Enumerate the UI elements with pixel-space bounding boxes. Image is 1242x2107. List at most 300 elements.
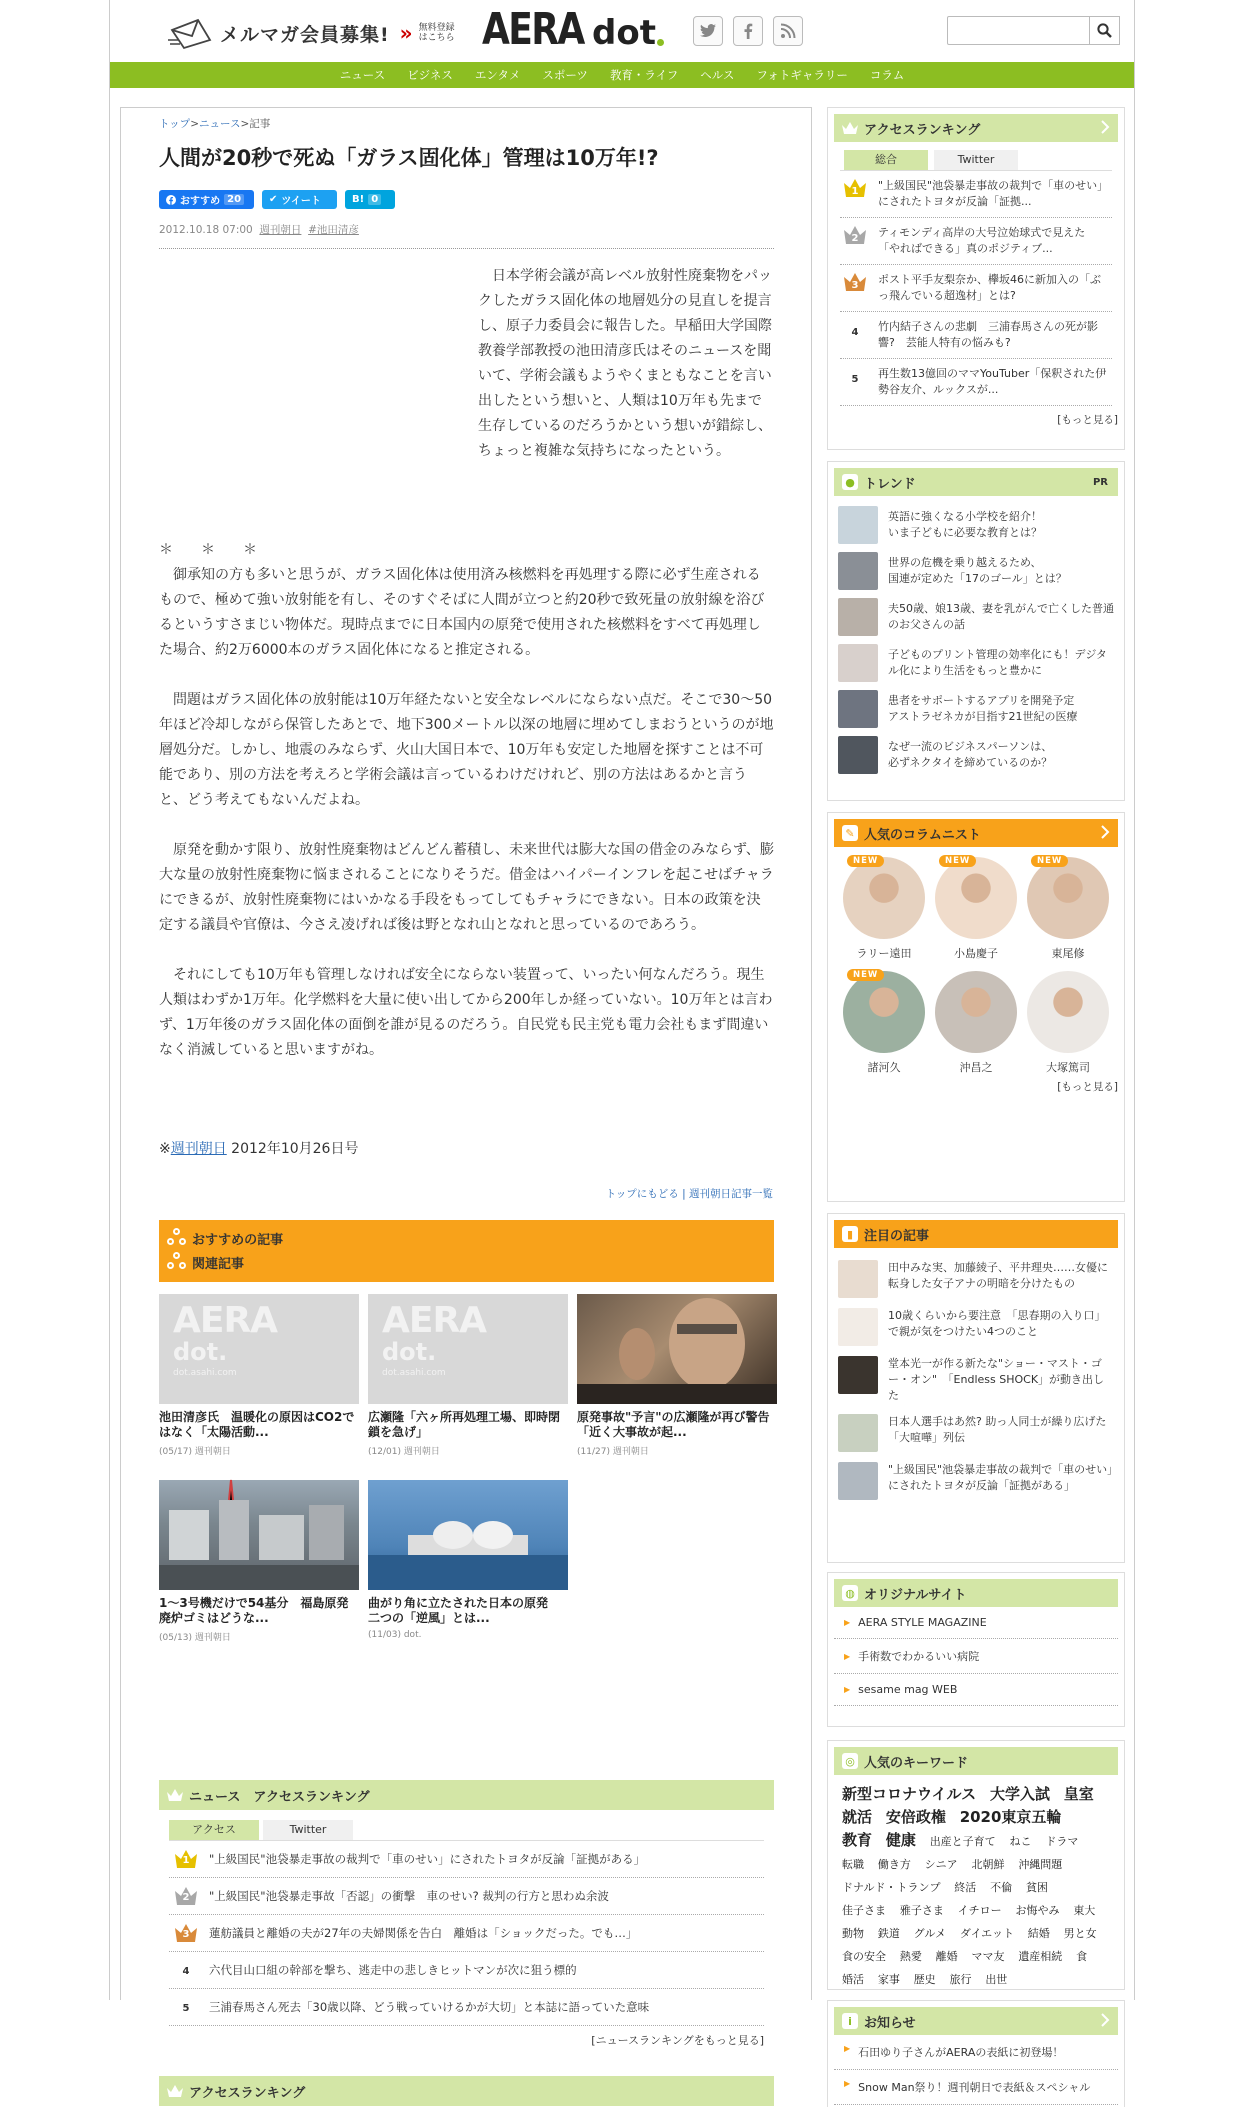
news-ranking-list: [169, 1841, 764, 2026]
sidebar-ranking-header[interactable]: [834, 114, 1118, 142]
facebook-share-button[interactable]: [159, 190, 254, 209]
search-input[interactable]: [947, 16, 1090, 45]
columnist-name: ラリー遠田: [856, 947, 912, 960]
dots-icon: [167, 1228, 187, 1248]
triangle-icon: ▶: [844, 2044, 851, 2053]
trend-header: [834, 468, 1118, 496]
twitter-icon[interactable]: [693, 16, 723, 46]
hatena-bookmark-button[interactable]: [345, 190, 395, 209]
featured-item[interactable]: [834, 1256, 1118, 1304]
gold-crown-icon: [175, 1849, 197, 1869]
columnist-photo: [1027, 971, 1109, 1053]
thumb-text: dot.: [382, 1338, 437, 1366]
recommend-label: おすすめの記事: [192, 1232, 284, 1248]
trend-text: 夫50歳、娘13歳、妻を乳がんで亡くした普通のお父さんの話: [888, 602, 1114, 631]
thumb-text: AERA: [173, 1300, 278, 1341]
featured-text: 10歳くらいから要注意 「思春期の入り口」で親が気をつけたい4つのこと: [888, 1309, 1106, 1338]
news-ranking-header: [159, 1780, 774, 1810]
social-links: [693, 16, 803, 46]
keyword-cloud: [834, 1775, 1118, 1999]
thumb-text: dot.asahi.com: [173, 1368, 237, 1378]
rank-number: 3: [182, 1929, 190, 1940]
trend-thumbnail: [838, 690, 878, 728]
sidebar-featured: [827, 1213, 1125, 1563]
keyword-link[interactable]: 食: [1076, 1950, 1088, 1963]
related-card[interactable]: [159, 1480, 359, 1643]
related-label: 関連記事: [192, 1256, 245, 1272]
keyword-link[interactable]: 結婚: [1027, 1927, 1050, 1940]
keyword-link[interactable]: ママ友: [971, 1950, 1005, 1963]
trend-text: 子どものプリント管理の効率化にも！デジタル化により生活をもっと豊かに: [888, 648, 1107, 677]
keyword-link[interactable]: 新型コロナウイルス: [842, 1785, 977, 1803]
featured-item[interactable]: [834, 1352, 1118, 1410]
silver-crown-icon: [175, 1886, 197, 1906]
featured-item[interactable]: [834, 1304, 1118, 1352]
ranking-text: "上級国民"池袋暴走事故の裁判で「車のせい」にされたトヨタが反論「証拠がある」: [209, 1852, 646, 1866]
source-note-suffix: 2012年10月26日号: [226, 1141, 359, 1157]
columnists-header[interactable]: [834, 819, 1118, 847]
ranking-text: "上級国民"池袋暴走事故「否認」の衝撃 車のせい? 裁判の行方と思わぬ余波: [209, 1889, 609, 1903]
source-note-link[interactable]: 週刊朝日: [170, 1141, 227, 1157]
search-icon[interactable]: [1090, 16, 1120, 45]
article-paragraph: 御承知の方も多いと思うが、ガラス固化体は使用済み核燃料を再処理する際に必ず生産されるもので、極めて強い放射能を有し、そのすぐそばに人間が立つと約20秒で致死量の放射線を浴びるというすさまじい物体だ。現時点までに日本国内の原発で使用された核燃料をすべて再処理した場合、約2万6000本のガラス固化体になると推定される。: [159, 567, 765, 658]
keyword-link[interactable]: 北朝鮮: [971, 1858, 1005, 1871]
keywords-header: [834, 1747, 1118, 1775]
envelope-icon: [168, 18, 214, 48]
columnist-photo: [935, 971, 1017, 1053]
rank-number: 2: [851, 233, 859, 244]
sidebar-ranking-item[interactable]: [840, 265, 1112, 312]
sidebar-original-sites: [827, 1572, 1125, 1727]
crown-icon: [167, 1788, 183, 1802]
nav-column[interactable]: コラム: [869, 68, 905, 82]
featured-text: 田中みな実、加藤綾子、平井理央……女優に転身した女子アナの明暗を分けたもの: [888, 1261, 1108, 1290]
rank-badge: [844, 319, 866, 339]
sidebar-ranking-more-link[interactable]: [もっと見る]: [1057, 414, 1118, 426]
triangle-icon: ▶: [844, 2079, 851, 2088]
card-title: 広瀬隆「六ヶ所再処理工場、即時閉鎖を急げ」: [368, 1410, 561, 1439]
keyword-link[interactable]: 遺産相続: [1018, 1950, 1063, 1963]
original-site-link[interactable]: [834, 1607, 1118, 1639]
columnist-item[interactable]: [839, 857, 929, 961]
hatena-label: B!: [352, 194, 365, 205]
columnist-photo: [935, 857, 1017, 939]
article-body: [159, 538, 774, 1088]
access-ranking-header: [159, 2076, 774, 2106]
search-form: [947, 16, 1120, 45]
keyword-link[interactable]: ドラマ: [1045, 1835, 1079, 1848]
original-site-label: sesame mag WEB: [858, 1683, 958, 1696]
news-ranking-tabs: [169, 1820, 764, 1841]
ranking-text: 再生数13億回のママYouTuber「保釈された伊勢谷友介、ルックスが...: [878, 367, 1107, 396]
columnists-more-link[interactable]: [もっと見る]: [1057, 1081, 1118, 1093]
keyword-link[interactable]: 2020東京五輪: [959, 1808, 1062, 1826]
card-meta: [368, 1444, 568, 1457]
columnist-photo: [1027, 857, 1109, 939]
tweet-label: ツイート: [281, 196, 321, 207]
original-site-label: AERA STYLE MAGAZINE: [858, 1616, 987, 1629]
keyword-link[interactable]: 不倫: [990, 1881, 1013, 1894]
rank-number: 3: [851, 280, 859, 291]
trend-thumbnail: [838, 506, 878, 544]
rank-number: 4: [182, 1966, 190, 1977]
trend-item[interactable]: [834, 732, 1118, 778]
ranking-text: ティモンディ高岸の大号泣始球式で見えた 「やればできる」真のポジティブ...: [878, 226, 1097, 255]
nav-entertainment[interactable]: エンタメ: [474, 68, 521, 82]
mailmag-text: メルマガ会員募集!: [220, 23, 390, 46]
rank-badge: [175, 1997, 197, 2017]
recommend-row[interactable]: [167, 1226, 766, 1250]
info-text: Snow Man祭り！週刊朝日で表紙＆スペシャル: [858, 2081, 1091, 2094]
portrait-photo: [577, 1294, 777, 1404]
keyword-link[interactable]: 働き方: [877, 1858, 911, 1871]
keyword-link[interactable]: 教育: [842, 1831, 873, 1849]
card-date: (11/27): [577, 1447, 610, 1457]
ranking-text: 三浦春馬さん死去「30歳以降、どう戦っていけるかが大切」と本誌に語っていた意味: [209, 2000, 650, 2014]
columnist-item[interactable]: [931, 857, 1021, 961]
back-to-top-link[interactable]: トップにもどる: [605, 1188, 679, 1200]
chevron-right-icon: [1100, 2013, 1110, 2027]
ranking-text: "上級国民"池袋暴走事故の裁判で「車のせい」にされたトヨタが反論「証拠...: [878, 179, 1103, 208]
keyword-link[interactable]: イチロー: [957, 1904, 1002, 1917]
keyword-link[interactable]: 出世: [985, 1973, 1008, 1986]
crown-icon: [167, 2084, 183, 2098]
columnist-photo: [843, 971, 925, 1053]
nav-business[interactable]: ビジネス: [407, 68, 453, 82]
breadcrumb-article: 記事: [249, 118, 271, 130]
breadcrumb-news[interactable]: ニュース: [199, 118, 241, 130]
breadcrumb: [159, 116, 270, 131]
article-source-link[interactable]: 週刊朝日: [259, 224, 302, 236]
new-badge: NEW: [939, 855, 976, 867]
columnist-item[interactable]: [1023, 857, 1113, 961]
columnist-item[interactable]: [1023, 971, 1113, 1075]
nav-news[interactable]: ニュース: [339, 68, 386, 82]
new-badge: NEW: [847, 969, 884, 981]
card-title: 原発事故"予言"の広瀬隆が再び警告「近く大事故が起...: [577, 1410, 770, 1439]
rank-number: 5: [182, 2003, 190, 2014]
related-card[interactable]: [577, 1294, 777, 1457]
nav-health[interactable]: ヘルス: [700, 68, 735, 82]
sidebar-ranking-item[interactable]: [840, 171, 1112, 218]
new-badge: NEW: [847, 855, 884, 867]
columnist-item[interactable]: [839, 971, 929, 1075]
columnist-name: 小島慶子: [954, 947, 998, 960]
ranking-text: ポスト平手友梨奈か、欅坂46に新加入の「ぶっ飛んでいる超逸材」とは?: [878, 273, 1101, 302]
plant-aerial-photo: [159, 1480, 359, 1590]
sidebar-ranking-item[interactable]: [840, 218, 1112, 265]
trend-text: 世界の危機を乗り越えるため、 国連が定めた「17のゴール」とは？: [888, 556, 1067, 585]
breadcrumb-sep: >: [240, 118, 250, 130]
tweet-button[interactable]: [262, 190, 337, 209]
source-note-prefix: ※: [159, 1141, 171, 1157]
rank-number: 4: [851, 327, 859, 338]
rank-number: 5: [851, 374, 859, 385]
featured-item[interactable]: [834, 1458, 1118, 1506]
original-sites-header: [834, 1579, 1118, 1607]
info-title: お知らせ: [864, 2015, 916, 2031]
keyword-link[interactable]: 大学入試: [989, 1785, 1050, 1803]
related-row[interactable]: [167, 1250, 766, 1274]
trend-text: なぜ一流のビジネスパーソンは、 必ずネクタイを締めているのか？: [888, 740, 1053, 769]
trend-title: トレンド: [864, 476, 916, 492]
globe-icon: ◍: [842, 1585, 858, 1601]
original-site-label: 手術数でわかるいい病院: [858, 1650, 980, 1663]
chevron-right-icon: [1100, 825, 1110, 839]
site-logo[interactable]: [482, 4, 664, 55]
tab-twitter[interactable]: Twitter: [263, 1820, 353, 1840]
keyword-link[interactable]: 旅行: [949, 1973, 972, 1986]
keyword-link[interactable]: 転職: [842, 1858, 864, 1871]
columnist-name: 大塚篤司: [1046, 1061, 1090, 1074]
logo-dot: dot: [592, 13, 656, 53]
card-meta: [159, 1630, 359, 1643]
keyword-link[interactable]: 歴史: [913, 1973, 936, 1986]
keyword-link[interactable]: 熱愛: [899, 1950, 922, 1963]
fb-label: おすすめ: [180, 196, 221, 207]
article-meta: [159, 222, 359, 237]
keywords-title: 人気のキーワード: [864, 1755, 969, 1771]
rank-number: 1: [182, 1855, 190, 1866]
keyword-link[interactable]: 出産と子育て: [929, 1835, 996, 1848]
sidebar-columnists: [827, 812, 1125, 1202]
recommend-header: [159, 1220, 774, 1282]
news-ranking-more-link[interactable]: [ニュースランキングをもっと見る]: [591, 2034, 764, 2047]
article-paragraph: 問題はガラス固化体の放射能は10万年経たないと安全なレベルにならない点だ。そこで30～50年ほど冷却しながら保管したあとで、地下300メートル以深の地層に埋めてしまおうというのが地層処分だ。しかし、地震のみならず、火山大国日本で、10万年も安定した地層を探すことは不可能であり、別の方法を考えろと学術会議は言っているわけだけれど、別の方法はあるかと言うと、どう考えてもないんだよね。: [159, 692, 774, 808]
thumb-text: dot.: [173, 1338, 228, 1366]
original-sites-title: オリジナルサイト: [864, 1587, 967, 1603]
keyword-link[interactable]: 家事: [877, 1973, 900, 1986]
card-title: 1～3号機だけで54基分 福島原発廃炉ゴミはどうな...: [159, 1596, 349, 1625]
trend-item[interactable]: [834, 640, 1118, 686]
keyword-link[interactable]: ドナルド・トランプ: [842, 1881, 941, 1894]
card-source: 週刊朝日: [403, 1447, 440, 1457]
sidebar-ranking-tabs: [844, 150, 1118, 170]
trend-item[interactable]: [834, 548, 1118, 594]
card-meta: [368, 1630, 568, 1640]
ranking-item[interactable]: [169, 1878, 764, 1915]
card-date: (12/01): [368, 1447, 401, 1457]
double-chevron-icon: »: [399, 21, 413, 45]
columnists-title: 人気のコラムニスト: [864, 827, 981, 843]
article-paragraph: 原発を動かす限り、放射性廃棄物はどんどん蓄積し、未来世代は膨大な国の借金のみならず、膨大な量の放射性廃棄物に悩まされることになりそうだ。借金はハイパーインフレを起こせばチャラにできるが、放射性廃棄物にはいかなる手段をもってしてもチャラにできない。日本の政策を決定する議員や官僚は、今さえ凌げれば後は野となれ山となれと思っているのであろう。: [159, 842, 774, 933]
related-card[interactable]: [368, 1294, 568, 1457]
keyword-link[interactable]: 離婚: [935, 1950, 958, 1963]
nav-education-life[interactable]: 教育・ライフ: [609, 68, 679, 82]
pencil-icon: ✎: [842, 825, 858, 841]
logo-dot-mark: [657, 39, 664, 46]
gold-crown-icon: [844, 178, 866, 198]
keyword-link[interactable]: 東大: [1073, 1904, 1096, 1917]
featured-text: 日本人選手はあ然? 助っ人同士が繰り広げた「大喧嘩」列伝: [888, 1415, 1107, 1444]
keyword-link[interactable]: 婚活: [842, 1973, 864, 1986]
keyword-link[interactable]: 皇室: [1063, 1785, 1094, 1803]
nav-sports[interactable]: スポーツ: [542, 68, 588, 82]
keyword-link[interactable]: 男と女: [1063, 1927, 1097, 1940]
asterisk-divider: ＊ ＊ ＊: [159, 542, 257, 558]
silver-crown-icon: [844, 225, 866, 245]
keyword-link[interactable]: 鉄道: [877, 1927, 900, 1940]
tab-twitter[interactable]: Twitter: [934, 150, 1018, 170]
trend-text: 患者をサポートするアプリを開発予定 アストラゼネカが目指す21世紀の医療: [888, 694, 1078, 723]
sidebar-keywords: [827, 1740, 1125, 1990]
keyword-link[interactable]: ダイエット: [959, 1927, 1014, 1940]
keyword-link[interactable]: 動物: [842, 1927, 864, 1940]
columnist-photo: [843, 857, 925, 939]
card-date: (05/13): [159, 1633, 192, 1643]
logo-aera: AERA: [482, 4, 584, 55]
card-date: (11/03): [368, 1630, 401, 1640]
mailmag-small-text: 無料登録はこちら: [418, 23, 455, 43]
related-card[interactable]: [368, 1480, 568, 1640]
bronze-crown-icon: [175, 1923, 197, 1943]
page-frame: [109, 0, 1135, 2101]
aera-dot-placeholder-thumb: [159, 1294, 359, 1404]
target-icon: ◎: [842, 1753, 858, 1769]
card-source: 週刊朝日: [194, 1633, 231, 1643]
columnist-name: 東尾修: [1051, 947, 1085, 960]
article-list-link[interactable]: 週刊朝日記事一覧: [689, 1188, 773, 1200]
columnist-name: 諸河久: [867, 1061, 901, 1074]
tab-overall[interactable]: 総合: [844, 150, 928, 170]
columnist-list: [834, 847, 1118, 1085]
keyword-link[interactable]: ねこ: [1009, 1835, 1032, 1848]
share-bar: [159, 190, 395, 209]
card-meta: [577, 1444, 777, 1457]
sidebar-ranking-item[interactable]: [840, 312, 1112, 359]
triangle-icon: ▶: [844, 1651, 851, 1661]
news-ranking: [159, 1780, 774, 2048]
info-text: 石田ゆり子さんがAERAの表紙に初登場！: [858, 2046, 1064, 2059]
trend-item[interactable]: [834, 502, 1118, 548]
featured-thumbnail: [838, 1260, 878, 1298]
card-title: 池田清彦氏 温暖化の原因はCO2ではなく「太陽活動...: [159, 1410, 355, 1439]
card-title: 曲がり角に立たされた日本の原発 二つの「逆風」とは...: [368, 1596, 561, 1625]
nuclear-plant-photo: [368, 1480, 568, 1590]
trend-thumbnail: [838, 736, 878, 774]
global-nav: [110, 62, 1134, 88]
news-ranking-title: ニュース アクセスランキング: [189, 1789, 370, 1805]
new-badge: NEW: [1031, 855, 1068, 867]
info-item[interactable]: [834, 2070, 1118, 2105]
featured-item[interactable]: [834, 1410, 1118, 1458]
trend-item[interactable]: [834, 594, 1118, 640]
sidebar-ranking-title: アクセスランキング: [864, 122, 981, 138]
featured-text: "上級国民"池袋暴走事故の裁判で「車のせい」にされたトヨタが反論「証拠がある」: [888, 1463, 1113, 1492]
keyword-link[interactable]: お悔やみ: [1015, 1904, 1060, 1917]
triangle-icon: ▶: [844, 1685, 851, 1694]
article-tag-link[interactable]: #池田清彦: [308, 224, 359, 236]
keyword-link[interactable]: 就活: [842, 1808, 873, 1826]
article-lead: 日本学術会議が高レベル放射性廃棄物をパックしたガラス固化体の地層処分の見直しを提言し、原子力委員会に報告した。早稲田大学国際教養学部教授の池田清彦氏はそのニュースを聞いて、学術会議もようやくまともなことを言い出したという想いと、人類は10万年も先まで生存しているのだろうかという想いが錯綜し、ちょっと複雑な気持ちになったという。: [478, 268, 772, 459]
thumb-text: dot.asahi.com: [382, 1368, 446, 1378]
sidebar-access-ranking: [827, 107, 1125, 450]
mailmag-banner[interactable]: [168, 18, 455, 48]
pr-label: PR: [1092, 476, 1108, 488]
keyword-link[interactable]: 雅子さま: [899, 1904, 944, 1917]
trend-thumbnail: [838, 644, 878, 682]
source-note: [159, 1138, 358, 1158]
dots-icon: [167, 1252, 187, 1272]
access-ranking-title: アクセスランキング: [189, 2085, 306, 2101]
featured-thumbnail: [838, 1308, 878, 1346]
featured-title: 注目の記事: [864, 1228, 930, 1244]
trend-item[interactable]: [834, 686, 1118, 732]
info-header[interactable]: [834, 2007, 1118, 2035]
trend-thumbnail: [838, 598, 878, 636]
site-header: [110, 0, 1134, 60]
trend-list: [834, 496, 1118, 778]
keyword-link[interactable]: 貧困: [1025, 1881, 1048, 1894]
article-footer-links: トップにもどる | 週刊朝日記事一覧: [605, 1188, 773, 1200]
keyword-link[interactable]: 健康: [885, 1831, 916, 1849]
keyword-link[interactable]: 佳子さま: [842, 1904, 886, 1917]
original-site-link[interactable]: [834, 1639, 1118, 1674]
trend-thumbnail: [838, 552, 878, 590]
featured-thumbnail: [838, 1462, 878, 1500]
bronze-crown-icon: [844, 272, 866, 292]
thumb-text: AERA: [382, 1300, 487, 1341]
featured-list: [834, 1248, 1118, 1506]
featured-text: 堂本光一が作る新たな"ショー・マスト・ゴー・オン" 「Endless SHOCK」が動き出した: [888, 1357, 1105, 1402]
ranking-item[interactable]: [169, 1915, 764, 1952]
aera-dot-placeholder-thumb: [368, 1294, 568, 1404]
columnist-item[interactable]: [931, 971, 1021, 1075]
ranking-item[interactable]: [169, 1989, 764, 2026]
rank-badge: [844, 366, 866, 386]
related-card[interactable]: [159, 1294, 359, 1457]
facebook-icon[interactable]: [733, 16, 763, 46]
sidebar-trend: [827, 461, 1125, 801]
fb-count: 20: [224, 194, 244, 205]
featured-header: [834, 1220, 1118, 1248]
breadcrumb-sep: >: [190, 118, 199, 130]
breadcrumb-top[interactable]: トップ: [159, 118, 191, 130]
featured-thumbnail: [838, 1356, 878, 1394]
bookmark-icon: ▮: [842, 1226, 858, 1242]
crown-icon: [842, 121, 858, 135]
trend-text: 英語に強くなる小学校を紹介！ いま子どもに必要な教育とは？: [888, 510, 1042, 539]
rank-badge: [175, 1960, 197, 1980]
rank-number: 2: [182, 1892, 190, 1903]
nav-photo-gallery[interactable]: フォトギャラリー: [756, 68, 848, 82]
info-item[interactable]: [834, 2035, 1118, 2070]
main-column: [120, 107, 812, 2101]
keyword-link[interactable]: 安倍政権: [885, 1808, 946, 1826]
keyword-link[interactable]: シニア: [924, 1858, 958, 1871]
rss-icon[interactable]: [773, 16, 803, 46]
divider: [159, 248, 774, 249]
card-source: 週刊朝日: [612, 1447, 649, 1457]
ranking-item[interactable]: [169, 1952, 764, 1989]
keyword-link[interactable]: 食の安全: [842, 1950, 886, 1963]
sidebar-info: [827, 2000, 1125, 2107]
keyword-link[interactable]: 沖縄問題: [1018, 1858, 1063, 1871]
original-site-link[interactable]: [834, 1674, 1118, 1706]
rank-number: 1: [851, 186, 859, 197]
sidebar-ranking-item[interactable]: [840, 359, 1112, 406]
facebook-icon: [166, 195, 176, 205]
ranking-text: 蓮舫議員と離婚の夫が27年の夫婦関係を告白 離婚は「ショックだった。でも…」: [209, 1926, 638, 1940]
card-source: dot.: [403, 1630, 422, 1640]
keyword-link[interactable]: グルメ: [913, 1927, 946, 1940]
tab-access[interactable]: アクセス: [169, 1820, 259, 1840]
article-paragraph: それにしても10万年も管理しなければ安全にならない装置って、いったい何なんだろう。現生人類はわずか1万年。化学燃料を大量に使い出してから200年しか経っていない。10万年とは言わず、1万年後のガラス固化体の面倒を誰が見るのだろう。自民党も民主党も電力会社もまず間違いなく消滅していると思いますがね。: [159, 967, 773, 1058]
ranking-item[interactable]: [169, 1841, 764, 1878]
keyword-link[interactable]: 終活: [954, 1881, 977, 1894]
triangle-icon: ▶: [844, 1618, 851, 1627]
article-title: 人間が20秒で死ぬ「ガラス固化体」管理は10万年!?: [159, 146, 659, 170]
